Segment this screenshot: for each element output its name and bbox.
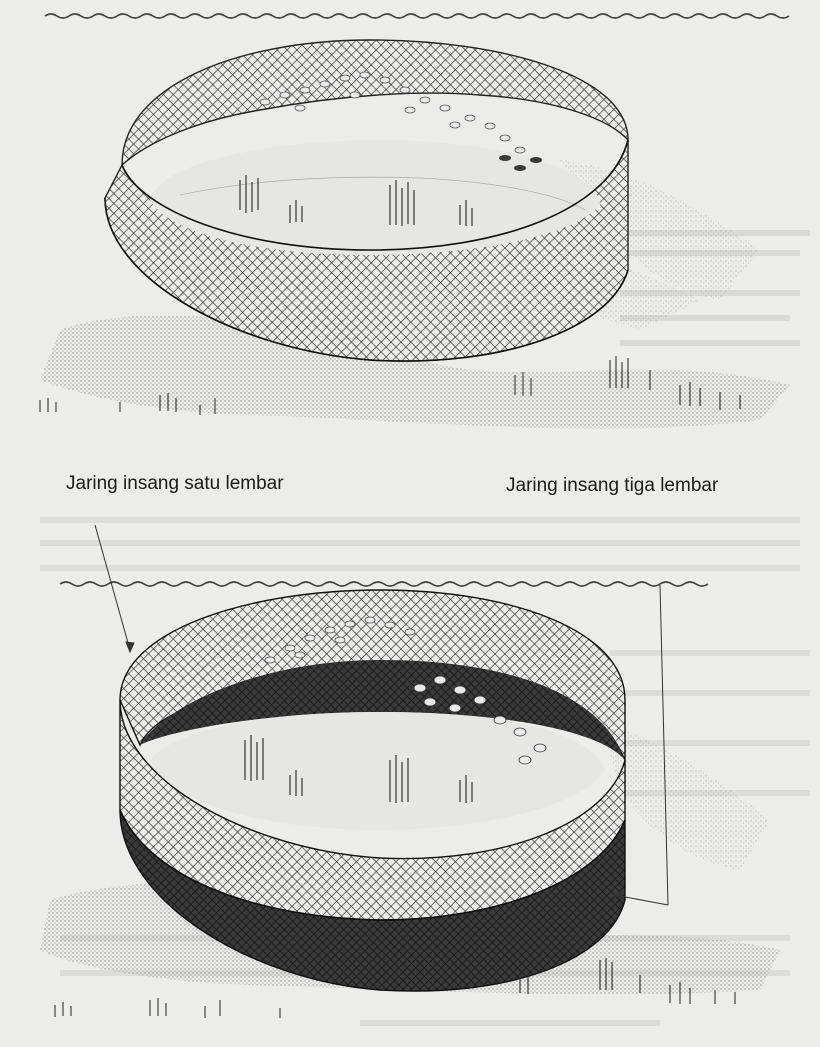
- caption-three-sheet-trammel-net: Jaring insang tiga lembar: [506, 475, 719, 496]
- water-surface-line: [60, 582, 708, 586]
- diagram-single-sheet-gillnet: [40, 14, 790, 429]
- water-surface-line: [45, 14, 789, 18]
- diagram-three-sheet-trammel-net: [40, 525, 780, 1018]
- net-interior: [150, 712, 605, 830]
- caption-single-sheet-gillnet: Jaring insang satu lembar: [66, 473, 284, 494]
